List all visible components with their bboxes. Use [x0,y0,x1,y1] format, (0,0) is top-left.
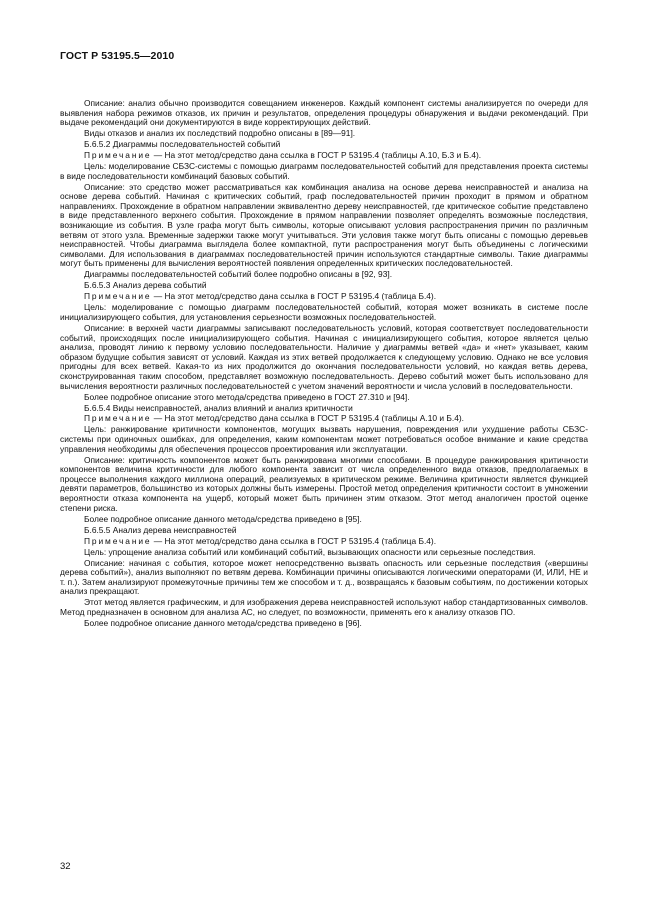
body-paragraph: Описание: в верхней части диаграммы записывают последовательность условий, которая соответствует последовательности событий, происходящих после инициализирующего события. Начиная с инициализирующего события, которое является целью анализа, проводят линию к первому условию последовательности. Наличие у диаграммы ветвей «да» и «нет» указывает, каким образом будущие события зависят от условий. Каждая из этих ветвей продолжается к следующему условию. Однако не все условия пригодны для всех ветвей. Какая-то из них продолжится до окончания последовательности условий, но каждая ветвь дерева, сконструированная таким способом, представляет возможную последовательность. Дерево событий может быть использовано для вычисления вероятности различных последовательностей с учетом значений вероятности и числа условий в последовательности. [60,322,588,391]
note-text: — На этот метод/средство дана ссылка в ГОСТ Р 53195.4 (таблицы А.10 и Б.4). [151,413,464,424]
note-label: Примечание [84,291,152,302]
note-paragraph [60,414,588,424]
note-paragraph [60,292,588,302]
body-paragraph: Описание: критичность компонентов может быть ранжирована многими способами. В процедуре ранжирования критичности компонентов величина критичности для любого компонента зависит от числа определенного вида отказов, предполагаемых в процессе выполнения каждого миллиона операций, реализуемых в критическом режиме. Величина критичности является функцией девяти параметров, большинство из которых должны быть измерены. Простой метод определения критичности состоит в умножении вероятности отказа компонента на ущерб, который может быть причинен этим отказом. Этот метод аналогичен простой оценке степени риска. [60,454,588,513]
body-paragraph: Цель: моделирование с помощью диаграмм последовательностей событий, которая может возникать в системе после инициализирующего события, для установления серьезности возможных последовательностей. [60,302,588,322]
body-paragraph: Описание: начиная с события, которое может непосредственно вызвать опасность или серьезные последствия («вершины дерева событий»), анализ выполняют по ветвям дерева. Комбинации причины описываются логическими операторами (И, ИЛИ, НЕ и т. п.). Затем анализируют промежуточные причины тем же способом и т. д., возвращаясь к базовым событиям, по достижении которых анализ прекращают. [60,557,588,597]
page-number: 32 [60,861,71,872]
note-label: Примечание [84,535,152,546]
body-paragraph: Диаграммы последовательностей событий более подробно описаны в [92, 93]. [84,269,393,280]
note-text: — На этот метод/средство дана ссылка в ГОСТ Р 53195.4 (таблица Б.4). [151,291,437,302]
note-paragraph [60,151,588,161]
section-heading: Б.6.5.3 Анализ дерева событий [84,280,207,291]
body-paragraph: Более подробное описание этого метода/средства приведено в ГОСТ 27.310 и [94]. [84,391,410,402]
section-heading: Б.6.5.5 Анализ дерева неисправностей [84,524,237,535]
body-paragraph: Цель: моделирование СБЗС-системы с помощью диаграмм последовательностей событий для представления проекта системы в виде последовательности комбинаций базовых событий. [60,161,588,181]
note-paragraph [60,537,588,547]
note-label: Примечание [84,150,152,161]
body-paragraph: Цель: упрощение анализа событий или комбинаций событий, вызывающих опасности или серьезные последствия. [84,546,536,557]
note-text: — На этот метод/средство дана ссылка в ГОСТ Р 53195.4 (таблица Б.4). [151,535,437,546]
section-heading: Б.6.5.2 Диаграммы последовательностей событий [84,139,281,150]
body-paragraph: Описание: это средство может рассматриваться как комбинация анализа на основе дерева неисправностей и анализа на основе дерева событий. Начиная с критических событий, граф последовательностей причин проходит в прямом и обратном направлениях. Прохождение в обратном направлении эквивалентно дереву неисправностей, где критическое событие представлено в виде представленного верхнего события. Прохождение в прямом направлении позволяет определять возможные последствия, возникающие из события. В узле графа могут быть символы, которые описывают условия распространения причин по различным ветвям от этого узла. Временные задержки также могут учитываться. Эти условия также могут быть описаны с помощью деревьев неисправностей. Чтобы диаграмма выглядела более компактной, пути распространения могут быть объединены с логическими символами. Для использования в диаграммах последовательностей причин используются стандартные символы. Такие диаграммы могут быть применены для вычисления вероятностей появления определенных критических последовательностей. [60,181,588,269]
document-body [60,99,588,630]
document-header: ГОСТ Р 53195.5—2010 [60,50,175,62]
body-paragraph: Описание: анализ обычно производится совещанием инженеров. Каждый компонент системы анализируется по очереди для выявления набора режимов отказов, их причин и результатов, определения процедуры обнаружения и выдачи рекомендаций. При выдаче рекомендаций они документируются в виде корректирующих действий. [60,98,588,128]
body-paragraph: Более подробное описание данного метода/средства приведено в [95]. [84,513,362,524]
body-paragraph: Этот метод является графическим, и для изображения дерева неисправностей используют набор стандартизованных символов. Метод предназначен в основном для анализа АС, но следует, по возможности, применять его к анализу отказов ПО. [60,597,588,617]
body-paragraph: Цель: ранжирование критичности компонентов, могущих вызвать нарушения, повреждения или ухудшение работы СБЗС-системы при одиночных ошибках, для определения, каким компонентам может потребоваться особое внимание и какие средства управления необходимы для обеспечения процессов проектирования или эксплуатации. [60,424,588,454]
body-paragraph: Виды отказов и анализ их последствий подробно описаны в [89—91]. [84,128,356,139]
note-label: Примечание [84,413,152,424]
section-heading: Б.6.5.4 Виды неисправностей, анализ влияний и анализ критичности [84,402,353,413]
note-text: — На этот метод/средство дана ссылка в ГОСТ Р 53195.4 (таблицы А.10, Б.3 и Б.4). [151,150,482,161]
body-paragraph: Более подробное описание данного метода/средства приведено в [96]. [84,617,362,628]
